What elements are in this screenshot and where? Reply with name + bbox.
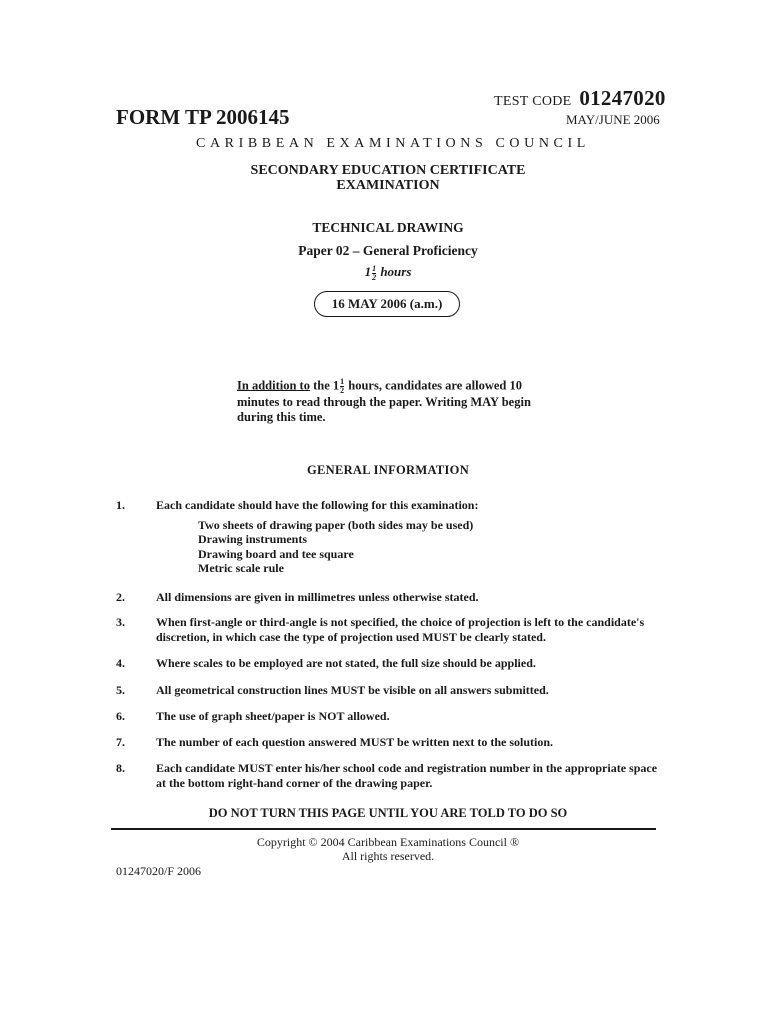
item-text: Each candidate should have the following for this examination: [156,498,479,512]
certificate-title-line1: SECONDARY EDUCATION CERTIFICATE [250,163,526,178]
item-number: 4. [116,656,125,670]
form-number: FORM TP 2006145 [116,105,290,129]
item-text: All dimensions are given in millimetres unless otherwise stated. [156,590,479,604]
general-information-heading: GENERAL INFORMATION [306,463,470,477]
item-number: 6. [116,709,125,723]
subject-title: TECHNICAL DRAWING [312,220,464,235]
requirement-item: Drawing board and tee square [198,547,354,561]
item-text: When first-angle or third-angle is not specified, the choice of projection is left to the candidate's discretion, in which case the type of projection used MUST be clearly stated. [156,615,645,644]
test-code-label: TEST CODE [494,94,572,109]
paper-title: Paper 02 – General Proficiency [298,243,478,258]
test-code-number: 01247020 [579,86,666,110]
certificate-title-line2: EXAMINATION [336,178,440,193]
divider [111,828,656,830]
item-text: The use of graph sheet/paper is NOT allowed. [156,709,390,723]
exam-date: 16 MAY 2006 (a.m.) [314,291,460,317]
exam-session: MAY/JUNE 2006 [566,112,660,127]
item-number: 7. [116,735,125,749]
item-text: Where scales to be employed are not stated, the full size should be applied. [156,656,536,670]
duration-fraction: $\frac{1}{2}$ [372,263,377,282]
copyright-line: Copyright © 2004 Caribbean Examinations Council ® [256,835,520,849]
requirement-item: Metric scale rule [198,561,284,575]
item-number: 2. [116,590,125,604]
requirement-item: Drawing instruments [198,532,308,546]
item-text: Each candidate MUST enter his/her school code and registration number in the appropriate space at the bottom right-hand corner of the drawing paper. [156,761,658,790]
item-text: All geometrical construction lines MUST be visible on all answers submitted. [156,683,549,697]
item-number: 5. [116,683,125,697]
item-number: 8. [116,761,125,775]
requirement-item: Two sheets of drawing paper (both sides may be used) [198,518,474,532]
exam-duration: 1 $\frac{1}{2}$ hours [364,263,412,282]
do-not-turn-notice: DO NOT TURN THIS PAGE UNTIL YOU ARE TOLD TO DO SO [208,806,568,820]
item-text: The number of each question answered MUST be written next to the solution. [156,735,554,749]
copyright-notice [0,835,768,863]
test-code [494,86,666,111]
reading-time-fraction: $\frac{1}{2}$ [340,377,345,395]
council-name: CARIBBEAN EXAMINATIONS COUNCIL [196,136,590,151]
item-number: 3. [116,615,125,629]
item-number: 1. [116,498,125,512]
rights-line: All rights reserved. [341,849,435,863]
document-code: 01247020/F 2006 [116,864,202,878]
reading-time-notice: In addition to the 1 $\frac{1}{2}$ hours, candidates are allowed 10 minutes to read through the paper. Writing MAY begin during this time. [237,377,531,424]
